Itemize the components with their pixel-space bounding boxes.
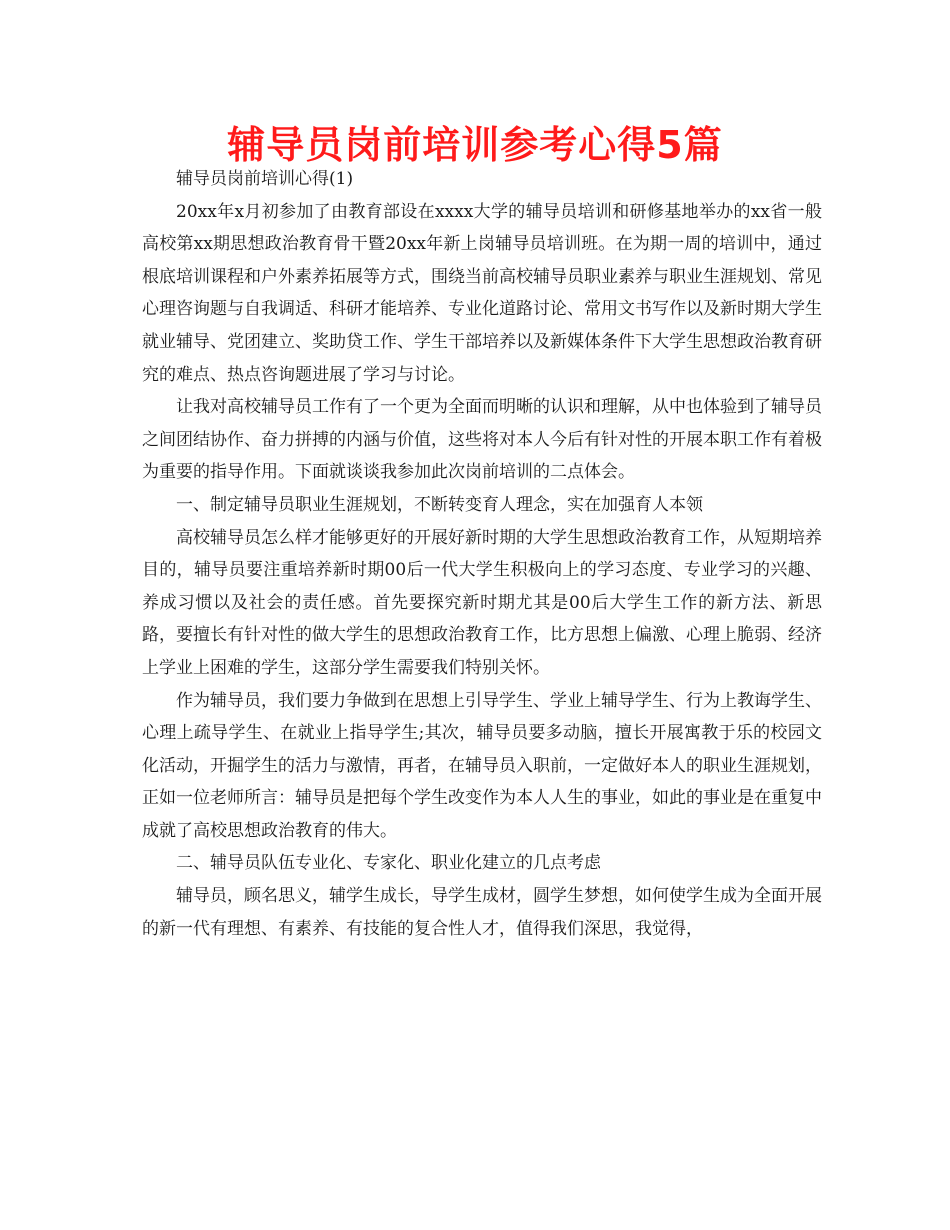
section-heading: 二、辅导员队伍专业化、专家化、职业化建立的几点考虑 — [176, 853, 601, 874]
paragraph: 让我对高校辅导员工作有了一个更为全面而明晰的认识和理解，从中也体验到了辅导员之间团结协作、奋力拼搏的内涵与价值，这些将对本人今后有针对性的开展本职工作有着极为重要的指导作用。下面就谈谈我参加此次岗前培训的二点体会。 — [142, 397, 822, 483]
paragraph: 高校辅导员怎么样才能够更好的开展好新时期的大学生思想政治教育工作，从短期培养目的，辅导员要注重培养新时期00后一代大学生积极向上的学习态度、专业学习的兴趣、养成习惯以及社会的责任感。首先要探究新时期尤其是00后大学生工作的新方法、新思路，要擅长有针对性的做大学生的思想政治教育工作，比方思想上偏激、心理上脆弱、经济上学业上困难的学生，这部分学生需要我们特别关怀。 — [142, 527, 822, 678]
paragraph: 作为辅导员，我们要力争做到在思想上引导学生、学业上辅导学生、行为上教诲学生、心理上疏导学生、在就业上指导学生;其次，辅导员要多动脑，擅长开展寓教于乐的校园文化活动，开掘学生的活力与激情，再者，在辅导员入职前，一定做好本人的职业生涯规划，正如一位老师所言：辅导员是把每个学生改变作为本人人生的事业，如此的事业是在重复中成就了高校思想政治教育的伟大。 — [142, 690, 822, 841]
paragraph: 辅导员，顾名思义，辅学生成长，导学生成材，圆学生梦想，如何使学生成为全面开展的新一代有理想、有素养、有技能的复合性人才，值得我们深思，我觉得， — [142, 886, 822, 939]
document-title: 辅导员岗前培训参考心得5篇 — [227, 123, 723, 167]
section-heading: 一、制定辅导员职业生涯规划，不断转变育人理念，实在加强育人本领 — [176, 494, 703, 515]
paragraph: 20xx年x月初参加了由教育部设在xxxx大学的辅导员培训和研修基地举办的xx省一般高校第xx期思想政治教育骨干暨20xx年新上岗辅导员培训班。在为期一周的培训中，通过根底培训课程和户外素养拓展等方式，围绕当前高校辅导员职业素养与职业生涯规划、常见心理咨询题与自我调适、科研才能培养、专业化道路讨论、常用文书写作以及新时期大学生就业辅导、党团建立、奖助贷工作、学生干部培养以及新媒体条件下大学生思想政治教育研究的难点、热点咨询题进展了学习与讨论。 — [142, 201, 822, 385]
document-body — [142, 163, 822, 945]
paragraph-subtitle: 辅导员岗前培训心得(1) — [176, 169, 354, 189]
